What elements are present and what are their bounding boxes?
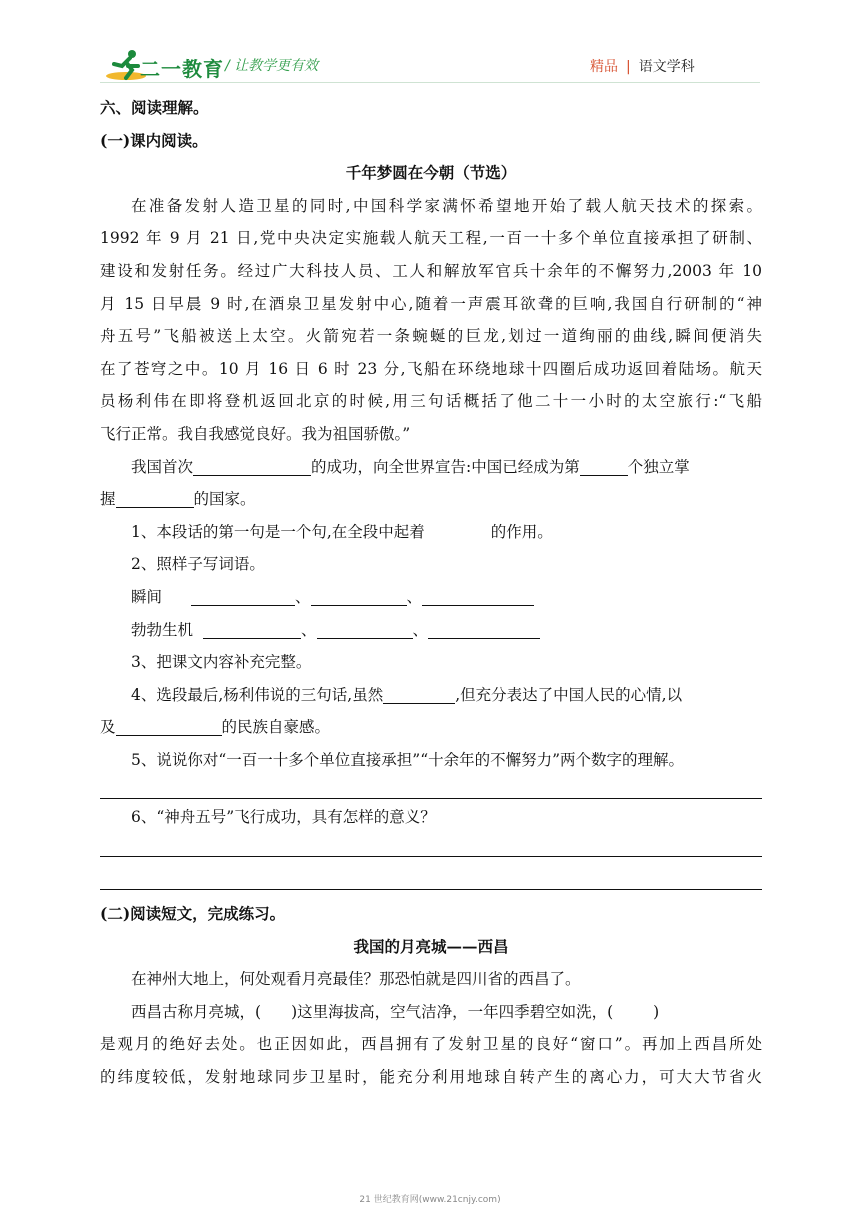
answer-blank[interactable] (193, 455, 311, 476)
answer-blank[interactable] (383, 683, 455, 704)
part2-heading: (二)阅读短文，完成练习。 (100, 904, 286, 924)
question-6: 6、“神舟五号”飞行成功，具有怎样的意义？ (131, 808, 436, 827)
page-footer: 21 世纪教育网(www.21cnjy.com) (359, 1195, 501, 1205)
document-body (100, 92, 762, 1094)
passage-line: 的纬度较低，发射地球同步卫星时，能充分利用地球自转产生的离心力，可大大节省火 (100, 1068, 762, 1087)
passage-line: 在了苍穹之中。10 月 16 日 6 时 23 分,飞船在环绕地球十四圈后成功返回着陆场。航天 (100, 359, 762, 378)
header-separator: | (626, 59, 631, 75)
part1-title: 千年梦圆在今朝（节选） (345, 163, 517, 183)
passage-line: 在神州大地上，何处观看月亮最佳？那恐怕就是四川省的西昌了。 (131, 970, 581, 989)
passage-line: 月 15 日早晨 9 时,在酒泉卫星发射中心,随着一声震耳欲聋的巨响,我国自行研制的“神 (100, 294, 762, 313)
answer-blank[interactable] (311, 585, 407, 606)
answer-blank[interactable] (116, 715, 222, 736)
passage-line: 飞行正常。我自我感觉良好。我为祖国骄傲。” (100, 424, 411, 443)
question-4: 4、选段最后,杨利伟说的三句话,虽然 ,但充分表达了中国人民的心情,以 (100, 679, 762, 712)
answer-line[interactable] (100, 798, 762, 799)
answer-blank[interactable] (203, 618, 301, 639)
passage-line: 1992 年 9 月 21 日,党中央决定实施载人航天工程,一百一十多个单位直接承担了研制、 (100, 229, 762, 248)
passage-line: 舟五号”飞船被送上太空。火箭宛若一条蜿蜒的巨龙,划过一道绚丽的曲线,瞬间便消失 (100, 327, 762, 346)
fill-blank-line: 我国首次 的成功，向全世界宣告:中国已经成为第 个独立掌 (100, 451, 762, 484)
sample-word: 勃勃生机 (131, 620, 194, 639)
header-right (590, 56, 695, 76)
header-divider (100, 82, 760, 83)
passage-line: 员杨利伟在即将登机返回北京的时候,用三句话概括了他二十一小时的太空旅行:“飞船 (100, 392, 762, 411)
word-row: 勃勃生机 、 、 (100, 614, 762, 647)
question-5: 5、说说你对“一百一十多个单位直接承担”“十余年的不懈努力”两个数字的理解。 (131, 750, 685, 769)
question-1: 1、本段话的第一句是一个句,在全段中起着 的作用。 (131, 522, 553, 541)
passage-line: 西昌古称月亮城，( )这里海拔高，空气洁净，一年四季碧空如洗，( ) (131, 1002, 660, 1021)
question-4-cont: 及 的民族自豪感。 (100, 711, 762, 744)
part2-title: 我国的月亮城——西昌 (353, 936, 509, 956)
sample-word: 瞬间 (131, 587, 163, 606)
fill-blank-line: 握 的国家。 (100, 483, 762, 516)
passage-line: 在准备发射人造卫星的同时,中国科学家满怀希望地开始了载人航天技术的探索。 (131, 196, 762, 215)
passage-line: 建设和发射任务。经过广大科技人员、工人和解放军官兵十余年的不懈努力,2003 年 10 (100, 261, 762, 280)
section-heading: 六、阅读理解。 (100, 98, 209, 117)
question-3: 3、把课文内容补充完整。 (131, 653, 312, 672)
page-header (0, 0, 860, 90)
part1-heading: (一)课内阅读。 (100, 130, 208, 150)
answer-blank[interactable] (580, 455, 628, 476)
answer-blank[interactable] (422, 585, 534, 606)
answer-blank[interactable] (116, 487, 194, 508)
word-row: 瞬间 、 、 (100, 581, 762, 614)
answer-blank[interactable] (317, 618, 413, 639)
subject-label: 语文学科 (638, 59, 695, 75)
answer-blank[interactable] (428, 618, 540, 639)
question-2: 2、照样子写词语。 (131, 555, 265, 574)
passage-line: 是观月的绝好去处。也正因如此，西昌拥有了发射卫星的良好“窗口”。再加上西昌所处 (100, 1035, 762, 1054)
logo-text: 二一教育 (140, 57, 224, 81)
slogan: / 让教学更有效 (225, 58, 319, 74)
quality-label: 精品 (590, 59, 618, 75)
answer-blank[interactable] (191, 585, 295, 606)
